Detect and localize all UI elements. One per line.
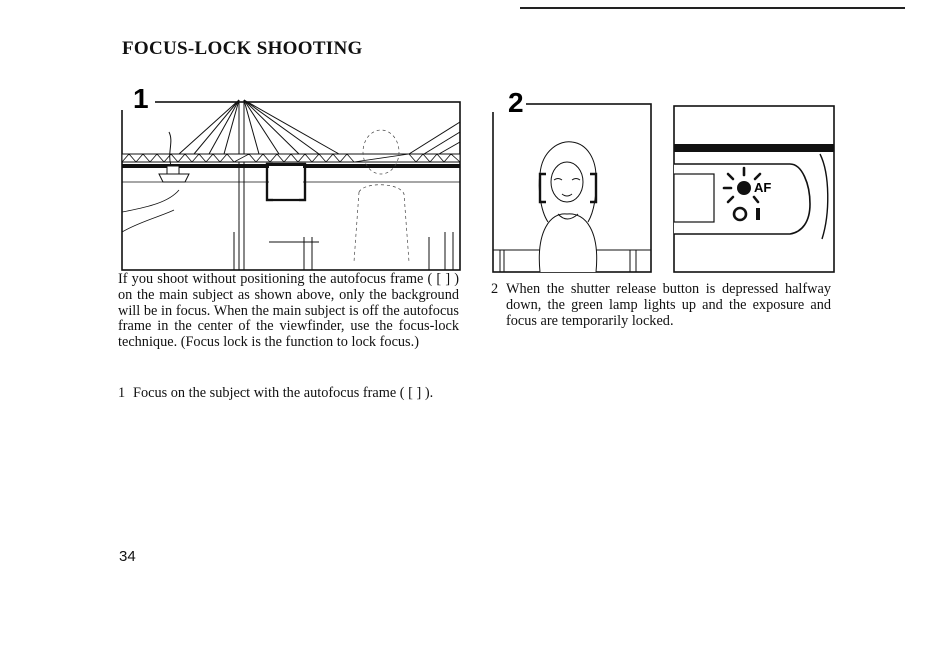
- af-indicator-label: AF: [754, 180, 772, 195]
- figure-2-number: 2: [508, 87, 524, 118]
- step-2-number: 2: [491, 281, 499, 297]
- step-1-text: Focus on the subject with the autofocus frame ( [ ] ).: [133, 385, 434, 401]
- step-2: [491, 282, 831, 329]
- header-rule: [520, 7, 905, 9]
- intro-paragraph: If you shoot without positioning the autofocus frame ( [ ] ) on the main subject as shown above, only the background will be in focus. When the main subject is off the autofocus frame in the center of the viewfinder, use the focus-lock technique. (Focus lock is the function to lock focus.): [118, 271, 459, 351]
- page-title: FOCUS-LOCK SHOOTING: [122, 38, 363, 59]
- green-lamp-icon: [737, 181, 751, 195]
- figure-2-viewfinder-lamp: [672, 104, 837, 274]
- step-2-text: When the shutter release button is depressed halfway down, the green lamp lights up and the exposure and focus are temporarily locked.: [506, 281, 831, 329]
- page-number: 34: [119, 548, 136, 565]
- step-1-number: 1: [118, 385, 126, 401]
- figure-2-portrait: [490, 82, 655, 274]
- step-1: [118, 386, 459, 402]
- figure-1-number: 1: [133, 83, 149, 114]
- figure-1-bridge-scene: [119, 82, 464, 272]
